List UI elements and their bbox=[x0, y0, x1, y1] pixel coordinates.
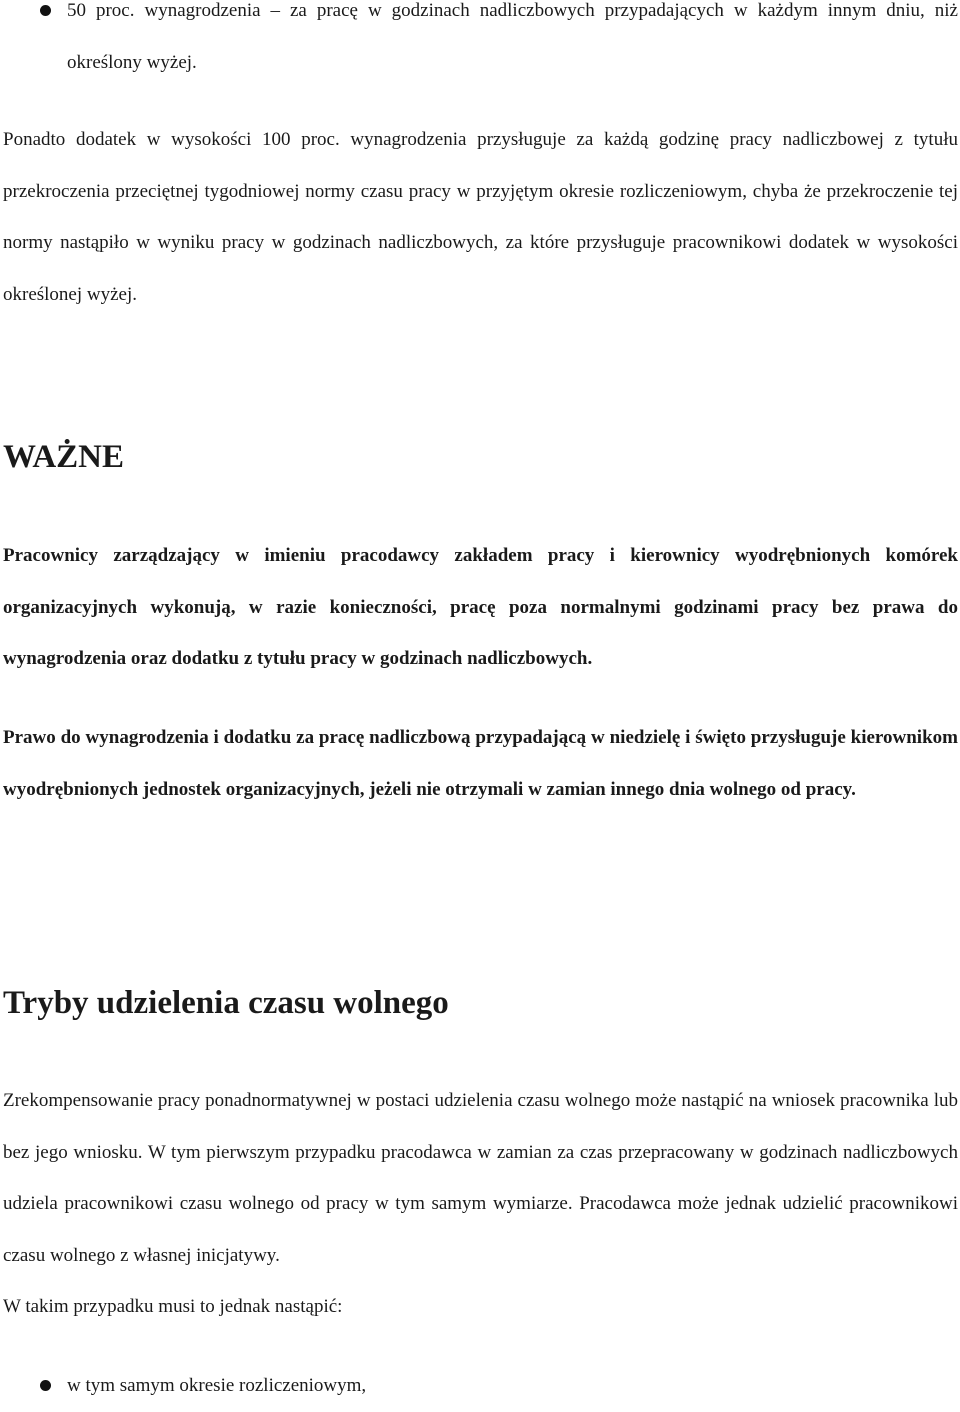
bullet-icon bbox=[40, 5, 51, 16]
heading-tryby: Tryby udzielenia czasu wolnego bbox=[3, 985, 449, 1021]
paragraph-prawo: Prawo do wynagrodzenia i dodatku za pracę nadliczbową przypadającą w niedzielę i święto przysługuje kierownikom wyodrębnionych jednostek organizacyjnych, jeżeli nie otrzymali w zamian innego dnia wolnego od pracy. bbox=[3, 727, 958, 800]
paragraph-zrekompensowanie: Zrekompensowanie pracy ponadnormatywnej w postaci udzielenia czasu wolnego może nastąpić na wniosek pracownika lub bez jego wniosku. W tym pierwszym przypadku pracodawca w zamian za czas przepracowany w godzinach nadliczbowych udziela pracownikowi czasu wolnego od pracy w tym samym wymiarze. Pracodawca może jednak udzielić pracownikowi czasu wolnego z własnej inicjatywy. bbox=[3, 1090, 958, 1266]
bullet-icon bbox=[40, 1380, 51, 1391]
paragraph-pracownicy: Pracownicy zarządzający w imieniu pracodawcy zakładem pracy i kierownicy wyodrębnionych komórek organizacyjnych wykonują, w razie konieczności, pracę poza normalnymi godzinami pracy bez prawa do wynagrodzenia oraz dodatku z tytułu pracy w godzinach nadliczbowych. bbox=[3, 545, 958, 669]
heading-wazne: WAŻNE bbox=[3, 439, 125, 475]
list-item bbox=[30, 1360, 958, 1412]
bullet-bottom-text: w tym samym okresie rozliczeniowym, bbox=[67, 1375, 367, 1396]
bullet-top-text: 50 proc. wynagrodzenia – za pracę w godzinach nadliczbowych przypadających w każdym innym dniu, niż określony wyżej. bbox=[67, 0, 958, 73]
list-item bbox=[30, 0, 958, 88]
paragraph-w-takim: W takim przypadku musi to jednak nastąpić: bbox=[3, 1296, 343, 1317]
paragraph-ponadto: Ponadto dodatek w wysokości 100 proc. wynagrodzenia przysługuje za każdą godzinę pracy nadliczbowej z tytułu przekroczenia przeciętnej tygodniowej normy czasu pracy w przyjętym okresie rozliczeniowym, chyba że przekroczenie tej normy nastąpiło w wyniku pracy w godzinach nadliczbowych, za które przysługuje pracownikowi dodatek w wysokości określonej wyżej. bbox=[3, 129, 958, 305]
